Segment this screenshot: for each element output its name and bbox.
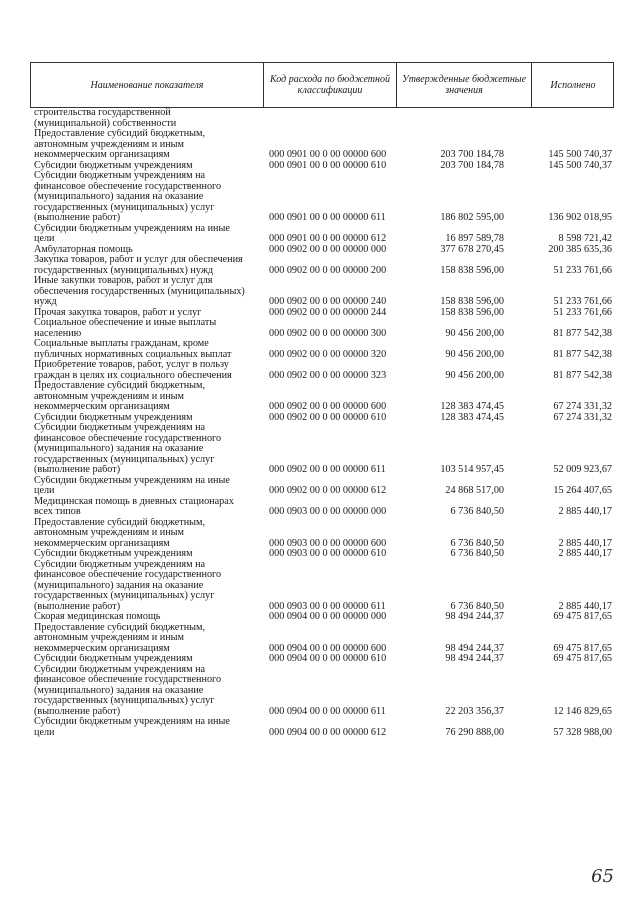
row-name-line: граждан в целях их социального обеспечения	[34, 370, 232, 381]
table-row	[0, 476, 640, 497]
table-row	[0, 245, 640, 256]
table-row	[0, 171, 640, 224]
row-name-line: (муниципального) задания на оказание	[34, 580, 204, 591]
row-name	[34, 476, 268, 497]
row-executed: 136 902 018,95	[548, 212, 612, 223]
row-name-line: финансовое обеспечение государственного	[34, 675, 222, 685]
row-code: 000 0903 00 0 00 00000 611	[269, 600, 386, 612]
row-approved: 158 838 596,00	[440, 306, 504, 318]
table-row	[0, 224, 640, 245]
row-name	[34, 276, 268, 308]
table-row	[0, 308, 640, 319]
row-name-line: (муниципальной) собственности	[34, 118, 177, 129]
row-name-line: (выполнение работ)	[34, 213, 121, 223]
row-name-line: Субсидии бюджетным учреждениям на иные	[34, 223, 230, 234]
row-name-line: Медицинская помощь в дневных стационарах	[34, 496, 234, 507]
row-code: 000 0904 00 0 00 00000 612	[269, 726, 387, 738]
row-executed: 81 877 542,38	[553, 348, 612, 360]
row-name	[34, 560, 268, 613]
row-name-line: Приобретение товаров, работ, услуг в пользу	[34, 360, 229, 370]
row-name-line: Предоставление субсидий бюджетным,	[34, 622, 206, 633]
table-row	[0, 360, 640, 381]
row-name	[34, 245, 268, 256]
table-row	[0, 413, 640, 424]
table-header	[30, 62, 614, 108]
row-approved: 76 290 888,00	[445, 726, 504, 738]
row-name-line: Субсидии бюджетным учреждениям на	[34, 559, 206, 570]
row-code: 000 0902 00 0 00 00000 240	[269, 296, 387, 307]
row-name	[34, 224, 268, 245]
row-code: 000 0904 00 0 00 00000 610	[269, 653, 387, 664]
table-row	[0, 276, 640, 308]
row-name	[34, 423, 268, 476]
row-approved: 186 802 595,00	[440, 212, 504, 223]
row-name-line: (выполнение работ)	[34, 465, 121, 475]
row-approved: 98 494 244,37	[445, 611, 504, 622]
row-code: 000 0903 00 0 00 00000 610	[269, 548, 387, 559]
row-name	[34, 549, 268, 560]
row-name-line: всех типов	[34, 507, 81, 517]
row-name-line: (муниципального) задания на оказание	[34, 444, 204, 454]
row-name	[34, 161, 268, 172]
row-approved: 98 494 244,37	[445, 642, 504, 654]
header-col-name: Наименование показателя	[90, 79, 204, 91]
row-name-line: Иные закупки товаров, работ и услуг для	[34, 276, 213, 286]
table-row	[0, 381, 640, 413]
table-row	[0, 560, 640, 613]
row-name-line: некоммерческим организациям	[34, 150, 170, 160]
row-approved: 90 456 200,00	[445, 327, 504, 339]
row-name-line: некоммерческим организациям	[34, 538, 170, 549]
row-code: 000 0901 00 0 00 00000 612	[269, 233, 387, 244]
table-row	[0, 339, 640, 360]
row-name	[34, 665, 268, 718]
row-name-line: Социальные выплаты гражданам, кроме	[34, 339, 209, 349]
row-code: 000 0902 00 0 00 00000 610	[269, 411, 387, 423]
row-name-line: финансовое обеспечение государственного	[34, 570, 222, 580]
row-name-line: государственных (муниципальных) нужд	[34, 265, 214, 276]
row-code: 000 0903 00 0 00 00000 000	[269, 506, 387, 517]
row-executed: 2 885 440,17	[558, 506, 612, 517]
table-row	[0, 129, 640, 161]
row-executed: 200 385 635,36	[548, 243, 612, 255]
row-approved: 377 678 270,45	[440, 243, 504, 255]
row-name-line: автономным учреждениям и иным	[34, 391, 184, 402]
table-row	[0, 665, 640, 718]
row-executed: 67 274 331,32	[553, 411, 612, 423]
table-row	[0, 623, 640, 655]
row-code: 000 0902 00 0 00 00000 320	[269, 348, 387, 360]
header-col-approved: Утвержденные бюджетные значения	[396, 63, 531, 107]
row-code: 000 0901 00 0 00 00000 600	[269, 149, 387, 160]
table-row	[0, 161, 640, 172]
row-code: 000 0904 00 0 00 00000 000	[269, 611, 387, 622]
row-executed: 15 264 407,65	[553, 485, 612, 496]
row-approved: 22 203 356,37	[445, 705, 504, 717]
row-approved: 128 383 474,45	[440, 411, 504, 423]
row-executed: 12 146 829,65	[553, 705, 612, 717]
row-name-line: Амбулаторная помощь	[34, 244, 133, 255]
row-name-line: (муниципального) задания на оказание	[34, 192, 204, 202]
row-name-line: автономным учреждениям и иным	[34, 633, 184, 643]
row-code: 000 0902 00 0 00 00000 611	[269, 464, 386, 475]
row-approved: 90 456 200,00	[445, 348, 504, 360]
table-row	[0, 654, 640, 665]
row-name	[34, 108, 268, 129]
row-code: 000 0904 00 0 00 00000 600	[269, 642, 387, 654]
header-col-executed: Исполнено	[531, 63, 614, 107]
table-row	[0, 255, 640, 276]
row-name-line: Закупка товаров, работ и услуг для обеспечения	[34, 255, 243, 265]
row-approved: 103 514 957,45	[440, 464, 504, 475]
row-executed: 81 877 542,38	[553, 369, 612, 381]
row-name-line: Субсидии бюджетным учреждениям	[34, 549, 193, 559]
row-name-line: государственных (муниципальных) услуг	[34, 591, 215, 601]
row-executed: 145 500 740,37	[548, 149, 612, 160]
row-code: 000 0903 00 0 00 00000 600	[269, 537, 387, 549]
row-approved: 6 736 840,50	[450, 548, 504, 559]
row-name-line: Субсидии бюджетным учреждениям на иные	[34, 475, 230, 486]
row-executed: 2 885 440,17	[558, 600, 612, 612]
row-name-line: некоммерческим организациям	[34, 643, 170, 654]
row-executed: 8 598 721,42	[558, 233, 612, 244]
row-executed: 51 233 761,66	[553, 306, 612, 318]
row-executed: 2 885 440,17	[558, 537, 612, 549]
row-executed: 51 233 761,66	[553, 264, 612, 276]
row-name	[34, 360, 268, 381]
row-name-line: Субсидии бюджетным учреждениям на	[34, 664, 206, 675]
row-executed: 52 009 923,67	[553, 464, 612, 475]
row-executed: 81 877 542,38	[553, 327, 612, 339]
row-code: 000 0902 00 0 00 00000 612	[269, 485, 387, 496]
row-name-line: Социальное обеспечение и иные выплаты	[34, 318, 217, 328]
row-name-line: цели	[34, 234, 55, 244]
row-name-line: финансовое обеспечение государственного	[34, 181, 222, 192]
page-number: 65	[591, 866, 614, 887]
row-name-line: (выполнение работ)	[34, 601, 121, 612]
row-code: 000 0904 00 0 00 00000 611	[269, 705, 386, 717]
row-name-line: Прочая закупка товаров, работ и услуг	[34, 307, 202, 318]
row-name-line: Субсидии бюджетным учреждениям на	[34, 423, 206, 433]
table-row	[0, 108, 640, 129]
row-name	[34, 129, 268, 161]
table-row	[0, 549, 640, 560]
header-col-code: Код расхода по бюджетной классификации	[263, 63, 396, 107]
row-name	[34, 413, 268, 424]
row-executed: 69 475 817,65	[553, 653, 612, 664]
row-name-line: Субсидии бюджетным учреждениям	[34, 654, 193, 664]
row-approved: 6 736 840,50	[450, 537, 504, 549]
row-approved: 16 897 589,78	[445, 233, 504, 244]
row-name	[34, 318, 268, 339]
row-code: 000 0902 00 0 00 00000 200	[269, 264, 387, 276]
row-name-line: (выполнение работ)	[34, 706, 121, 717]
row-approved: 90 456 200,00	[445, 369, 504, 381]
row-approved: 98 494 244,37	[445, 653, 504, 664]
table-row	[0, 717, 640, 738]
row-executed: 69 475 817,65	[553, 611, 612, 622]
row-name	[34, 623, 268, 655]
row-executed: 2 885 440,17	[558, 548, 612, 559]
table-row	[0, 423, 640, 476]
row-executed: 51 233 761,66	[553, 296, 612, 307]
row-name-line: Субсидии бюджетным учреждениям	[34, 160, 193, 171]
row-name	[34, 612, 268, 623]
row-name	[34, 717, 268, 738]
row-approved: 203 700 184,78	[440, 149, 504, 160]
row-name-line: автономным учреждениям и иным	[34, 139, 184, 150]
row-code: 000 0902 00 0 00 00000 323	[269, 369, 387, 381]
row-approved: 158 838 596,00	[440, 296, 504, 307]
row-name-line: Предоставление субсидий бюджетным,	[34, 129, 206, 139]
row-name-line: строительства государственной	[34, 108, 171, 118]
row-code: 000 0902 00 0 00 00000 244	[269, 306, 387, 318]
row-name-line: государственных (муниципальных) услуг	[34, 696, 215, 706]
row-name	[34, 308, 268, 319]
row-name-line: Субсидии бюджетным учреждениям	[34, 412, 193, 423]
table-row	[0, 497, 640, 518]
row-executed: 145 500 740,37	[548, 159, 612, 171]
row-name-line: Предоставление субсидий бюджетным,	[34, 517, 206, 528]
row-name-line: Субсидии бюджетным учреждениям на иные	[34, 717, 230, 727]
row-name	[34, 654, 268, 665]
row-name	[34, 381, 268, 413]
row-name-line: финансовое обеспечение государственного	[34, 433, 222, 444]
row-approved: 158 838 596,00	[440, 264, 504, 276]
row-code: 000 0901 00 0 00 00000 610	[269, 159, 387, 171]
row-name	[34, 497, 268, 518]
row-name-line: цели	[34, 486, 55, 496]
row-name-line: государственных (муниципальных) услуг	[34, 202, 215, 213]
row-approved: 203 700 184,78	[440, 159, 504, 171]
row-name-line: обеспечения государственных (муниципальных)	[34, 286, 245, 297]
row-name-line: некоммерческим организациям	[34, 402, 170, 412]
row-name	[34, 339, 268, 360]
row-name-line: государственных (муниципальных) услуг	[34, 454, 215, 465]
row-name-line: нужд	[34, 297, 57, 307]
table-row	[0, 612, 640, 623]
row-executed: 67 274 331,32	[553, 401, 612, 412]
row-code: 000 0902 00 0 00 00000 000	[269, 243, 387, 255]
row-code: 000 0902 00 0 00 00000 300	[269, 327, 387, 339]
row-approved: 6 736 840,50	[450, 506, 504, 517]
row-name	[34, 171, 268, 224]
row-approved: 128 383 474,45	[440, 401, 504, 412]
row-executed: 57 328 988,00	[553, 726, 612, 738]
row-name-line: (муниципального) задания на оказание	[34, 685, 204, 696]
row-code: 000 0902 00 0 00 00000 600	[269, 401, 387, 412]
table-row	[0, 318, 640, 339]
row-executed: 69 475 817,65	[553, 642, 612, 654]
row-approved: 24 868 517,00	[445, 485, 504, 496]
row-name-line: Субсидии бюджетным учреждениям на	[34, 171, 206, 181]
row-name-line: публичных нормативных социальных выплат	[34, 349, 232, 360]
row-name	[34, 255, 268, 276]
row-name	[34, 518, 268, 550]
row-name-line: Предоставление субсидий бюджетным,	[34, 381, 206, 391]
row-approved: 6 736 840,50	[450, 600, 504, 612]
row-name-line: цели	[34, 727, 55, 738]
row-name-line: автономным учреждениям и иным	[34, 528, 184, 538]
row-code: 000 0901 00 0 00 00000 611	[269, 212, 386, 223]
table-row	[0, 518, 640, 550]
row-name-line: населению	[34, 328, 82, 339]
row-name-line: Скорая медицинская помощь	[34, 612, 161, 622]
